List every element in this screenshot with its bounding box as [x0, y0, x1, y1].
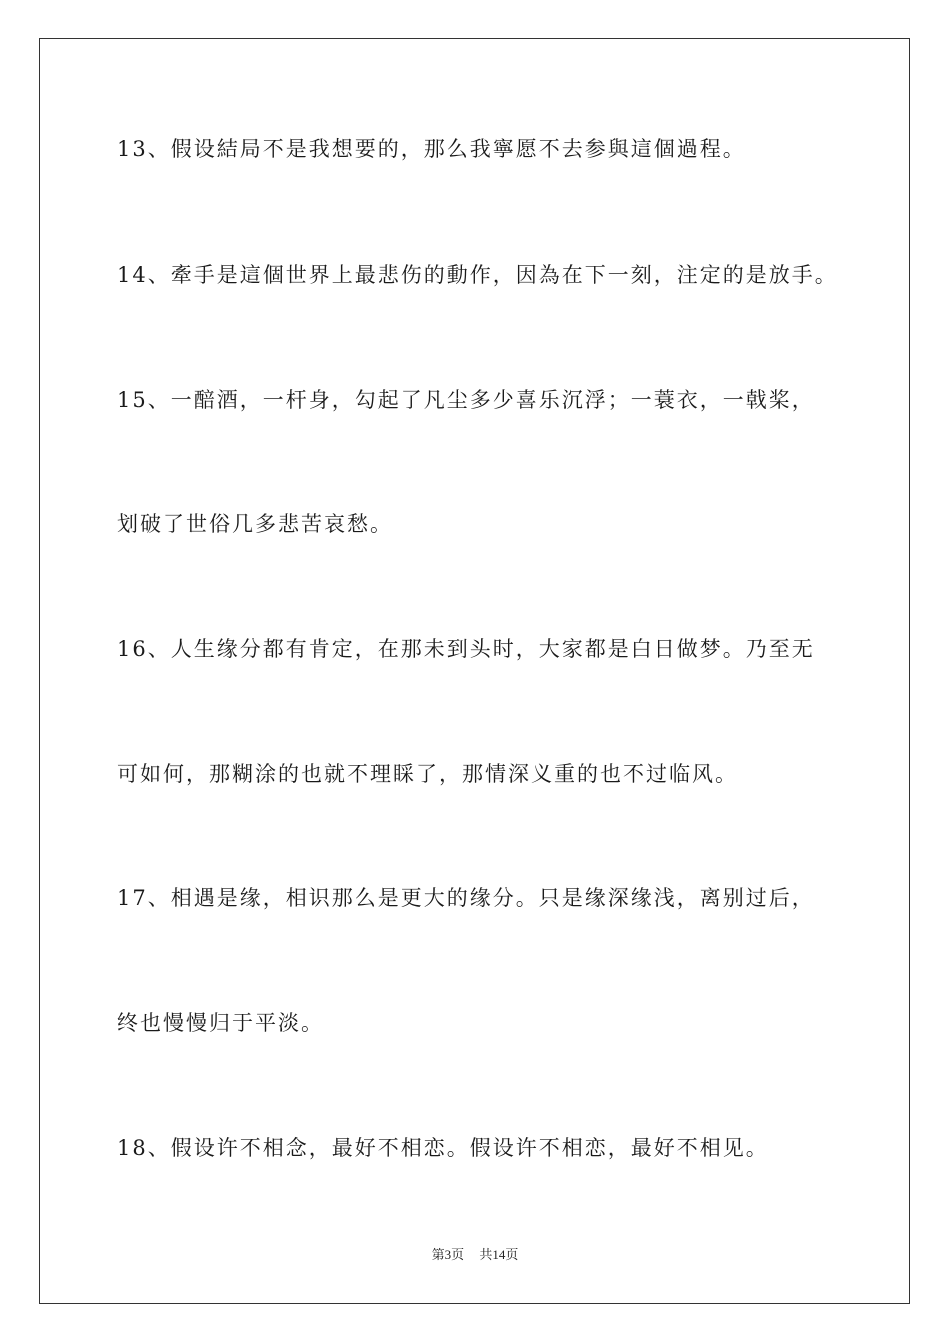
paragraph-line: 13、假设結局不是我想要的，那么我寧愿不去参與這個過程。	[117, 137, 746, 161]
paragraph-line: 18、假设许不相念，最好不相恋。假设许不相恋，最好不相见。	[117, 1136, 769, 1160]
paragraph-line: 14、牽手是這個世界上最悲伤的動作，因為在下一刻，注定的是放手。	[117, 263, 838, 287]
paragraph-line: 15、一醅酒，一杆身，勾起了凡尘多少喜乐沉浮；一蓑衣，一戟桨，	[117, 388, 815, 412]
total-pages: 共14页	[479, 1247, 519, 1262]
page-number: 第3页	[431, 1247, 465, 1262]
paragraph-line: 终也慢慢归于平淡。	[117, 1011, 324, 1035]
paragraph-line: 16、人生缘分都有肯定，在那未到头时，大家都是白日做梦。乃至无	[117, 637, 815, 661]
page-border	[39, 38, 910, 1304]
page-footer	[0, 1247, 950, 1263]
paragraph-line: 17、相遇是缘，相识那么是更大的缘分。只是缘深缘浅，离别过后，	[117, 886, 815, 910]
paragraph-line: 可如何，那糊涂的也就不理睬了，那情深义重的也不过临风。	[117, 762, 738, 786]
paragraph-line: 划破了世俗几多悲苦哀愁。	[117, 512, 393, 536]
